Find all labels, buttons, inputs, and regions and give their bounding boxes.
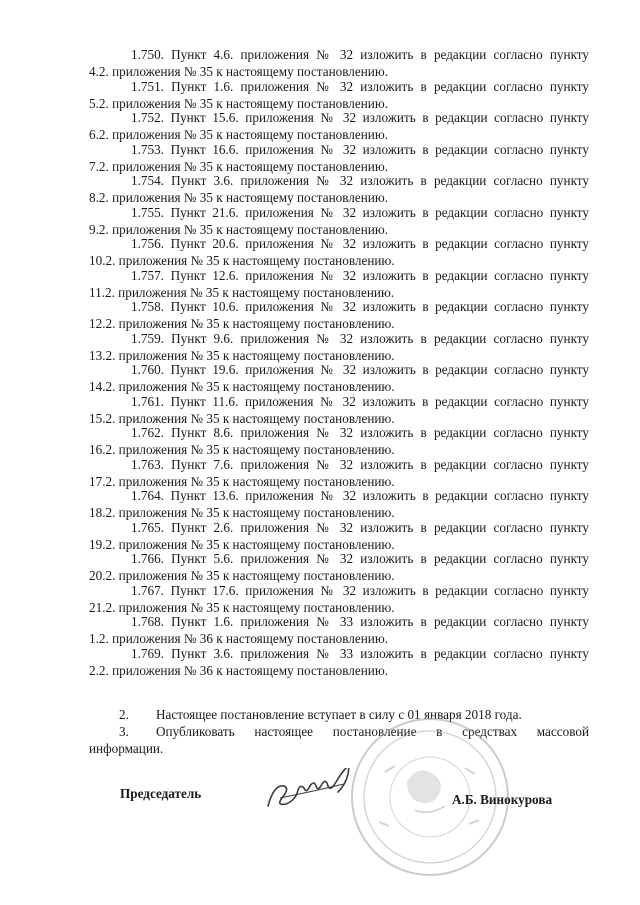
amendment-item-first-line: 1.761. Пункт 11.6. приложения № 32 изложить в редакции согласно пункту: [131, 394, 589, 409]
amendment-item-second-line: 5.2. приложения № 35 к настоящему постановлению.: [89, 96, 388, 111]
amendment-item-first-line: 1.756. Пункт 20.6. приложения № 32 изложить в редакции согласно пункту: [131, 236, 589, 251]
amendment-item-first-line: 1.757. Пункт 12.6. приложения № 32 изложить в редакции согласно пункту: [131, 268, 589, 283]
amendment-item-second-line: 17.2. приложения № 35 к настоящему постановлению.: [89, 474, 395, 489]
amendment-item-first-line: 1.758. Пункт 10.6. приложения № 32 изложить в редакции согласно пункту: [131, 299, 589, 314]
amendment-item-second-line: 1.2. приложения № 36 к настоящему постановлению.: [89, 631, 388, 646]
handwritten-signature: [262, 768, 372, 814]
amendment-item-first-line: 1.764. Пункт 13.6. приложения № 32 изложить в редакции согласно пункту: [131, 488, 589, 503]
amendment-item-second-line: 13.2. приложения № 35 к настоящему постановлению.: [89, 348, 395, 363]
amendment-item-first-line: 1.765. Пункт 2.6. приложения № 32 изложить в редакции согласно пункту: [131, 520, 589, 535]
amendment-item-first-line: 1.762. Пункт 8.6. приложения № 32 изложить в редакции согласно пункту: [131, 425, 589, 440]
amendment-item-first-line: 1.751. Пункт 1.6. приложения № 32 изложить в редакции согласно пункту: [131, 79, 589, 94]
amendment-item-second-line: 19.2. приложения № 35 к настоящему постановлению.: [89, 537, 395, 552]
amendment-item-second-line: 14.2. приложения № 35 к настоящему постановлению.: [89, 379, 395, 394]
amendment-item-first-line: 1.768. Пункт 1.6. приложения № 33 изложить в редакции согласно пункту: [131, 614, 589, 629]
amendment-item-first-line: 1.750. Пункт 4.6. приложения № 32 изложить в редакции согласно пункту: [131, 47, 589, 62]
signatory-name: А.Б. Винокурова: [452, 792, 553, 807]
amendment-item-second-line: 16.2. приложения № 35 к настоящему постановлению.: [89, 442, 395, 457]
point-3-text-line-2: информации.: [89, 741, 164, 756]
amendment-item-second-line: 6.2. приложения № 35 к настоящему постановлению.: [89, 127, 388, 142]
point-3-number: 3.: [119, 724, 129, 739]
amendment-item-second-line: 7.2. приложения № 35 к настоящему постановлению.: [89, 159, 388, 174]
amendment-item-first-line: 1.753. Пункт 16.6. приложения № 32 изложить в редакции согласно пункту: [131, 142, 589, 157]
signatory-title: Председатель: [120, 786, 202, 801]
amendment-item-first-line: 1.763. Пункт 7.6. приложения № 32 изложить в редакции согласно пункту: [131, 457, 589, 472]
amendment-item-first-line: 1.766. Пункт 5.6. приложения № 32 изложить в редакции согласно пункту: [131, 551, 589, 566]
amendment-item-second-line: 9.2. приложения № 35 к настоящему постановлению.: [89, 222, 388, 237]
amendment-item-first-line: 1.759. Пункт 9.6. приложения № 32 изложить в редакции согласно пункту: [131, 331, 589, 346]
point-2-number: 2.: [119, 707, 129, 722]
amendment-item-second-line: 2.2. приложения № 36 к настоящему постановлению.: [89, 663, 388, 678]
amendment-item-first-line: 1.754. Пункт 3.6. приложения № 32 изложить в редакции согласно пункту: [131, 173, 589, 188]
amendment-item-second-line: 10.2. приложения № 35 к настоящему постановлению.: [89, 253, 395, 268]
amendment-item-second-line: 20.2. приложения № 35 к настоящему постановлению.: [89, 568, 395, 583]
amendment-item-second-line: 15.2. приложения № 35 к настоящему постановлению.: [89, 411, 395, 426]
amendment-item-second-line: 11.2. приложения № 35 к настоящему постановлению.: [89, 285, 395, 300]
amendment-item-second-line: 18.2. приложения № 35 к настоящему постановлению.: [89, 505, 395, 520]
amendment-item-first-line: 1.760. Пункт 19.6. приложения № 32 изложить в редакции согласно пункту: [131, 362, 589, 377]
amendment-item-first-line: 1.752. Пункт 15.6. приложения № 32 изложить в редакции согласно пункту: [131, 110, 589, 125]
amendment-item-first-line: 1.767. Пункт 17.6. приложения № 32 изложить в редакции согласно пункту: [131, 583, 589, 598]
amendment-item-first-line: 1.755. Пункт 21.6. приложения № 32 изложить в редакции согласно пункту: [131, 205, 589, 220]
amendment-item-second-line: 8.2. приложения № 35 к настоящему постановлению.: [89, 190, 388, 205]
amendment-item-second-line: 4.2. приложения № 35 к настоящему постановлению.: [89, 64, 388, 79]
amendment-item-second-line: 21.2. приложения № 35 к настоящему постановлению.: [89, 600, 395, 615]
amendment-item-second-line: 12.2. приложения № 35 к настоящему постановлению.: [89, 316, 395, 331]
amendment-item-first-line: 1.769. Пункт 3.6. приложения № 33 изложить в редакции согласно пункту: [131, 646, 589, 661]
point-3-text-line-1: Опубликовать настоящее постановление в средствах массовой: [156, 724, 589, 739]
point-2-text: Настоящее постановление вступает в силу с 01 января 2018 года.: [156, 707, 522, 722]
